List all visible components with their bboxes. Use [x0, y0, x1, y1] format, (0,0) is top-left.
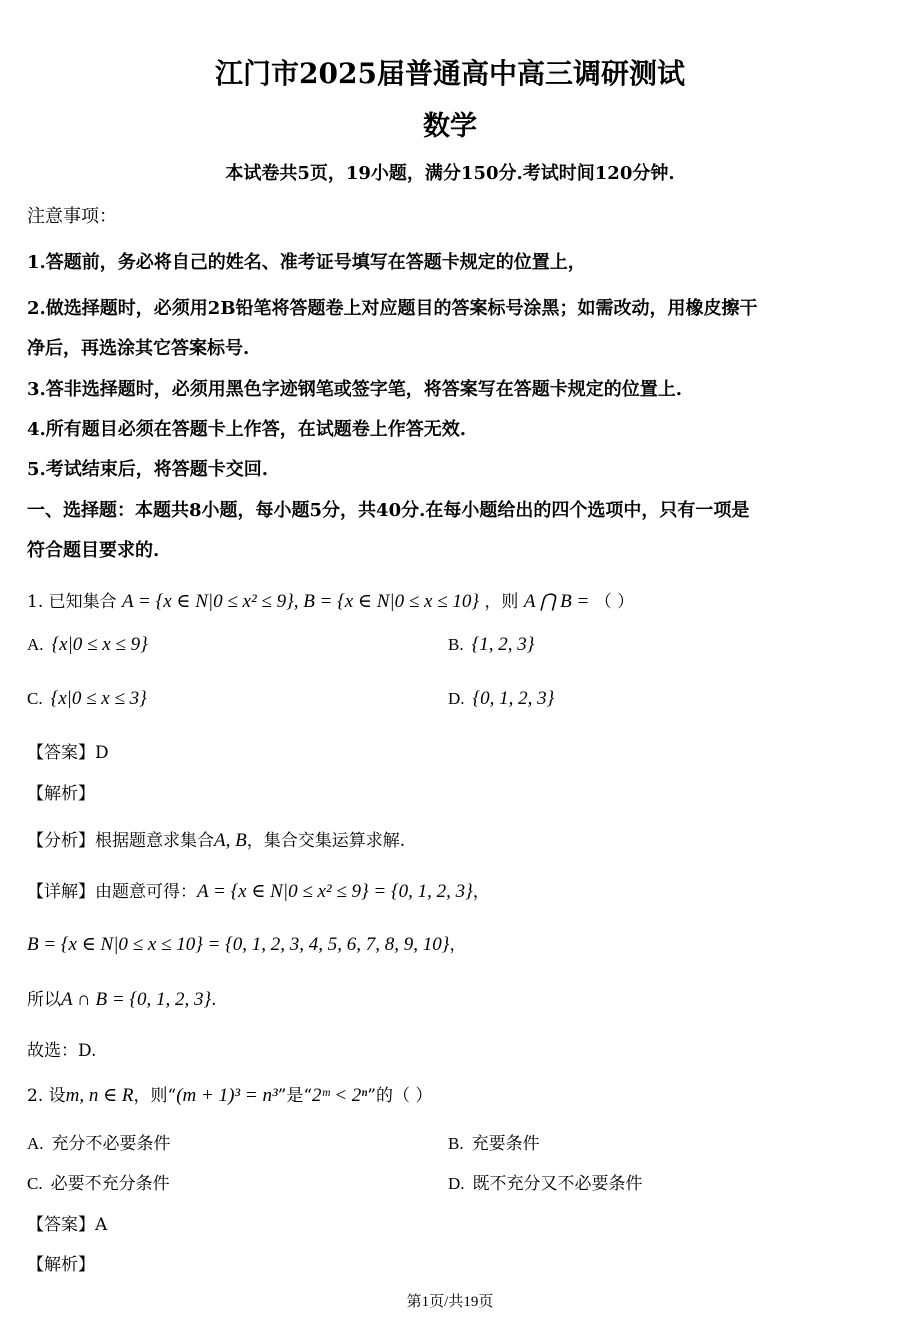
exam-title: 江门市2025届普通高中高三调研测试	[215, 57, 685, 90]
notice-heading: 注意事项：	[27, 206, 117, 227]
q1-option-a: A. {x|0 ≤ x ≤ 9}	[27, 634, 148, 655]
q2-option-a: A. 充分不必要条件	[27, 1134, 171, 1154]
q1-choose: 故选：D.	[27, 1041, 97, 1061]
q2-option-c: C. 必要不充分条件	[27, 1174, 170, 1194]
section-heading-cont: 符合题目要求的.	[27, 540, 160, 561]
q1-detail: 【详解】由题意可得：A = {x ∈ N|0 ≤ x² ≤ 9} = {0, 1, 2, 3}，	[27, 881, 490, 902]
q2-option-d: D. 既不充分又不必要条件	[448, 1174, 643, 1194]
q1-fenxi: 【分析】根据题意求集合A, B，集合交集运算求解.	[27, 830, 406, 851]
q1-option-b: B. {1, 2, 3}	[448, 634, 535, 655]
question-1	[27, 587, 634, 613]
notice-item-5: 5.考试结束后，将答题卡交回.	[27, 459, 269, 480]
notice-item-2: 2.做选择题时，必须用2B铅笔将答题卷上对应题目的答案标号涂黑；如需改动，用橡皮擦干	[27, 298, 758, 319]
q1-paren: （ ）	[594, 592, 635, 612]
notice-item-3: 3.答非选择题时，必须用黑色字迹钢笔或签字笔，将答案写在答题卡规定的位置上.	[27, 379, 683, 400]
q1-option-c: C. {x|0 ≤ x ≤ 3}	[27, 688, 147, 709]
page-footer: 第1页/共19页	[406, 1294, 494, 1310]
exam-subject: 数学	[423, 111, 477, 142]
q1-prefix: 1. 已知集合	[27, 592, 117, 612]
section-heading: 一、选择题：本题共8小题，每小题5分，共40分.在每小题给出的四个选项中，只有一项是	[27, 500, 750, 521]
q2-option-b: B. 充要条件	[448, 1134, 540, 1154]
notice-item-2-cont: 净后，再选涂其它答案标号.	[27, 338, 250, 359]
q1-answer: 【答案】D	[27, 743, 109, 763]
exam-info: 本试卷共5页，19小题，满分150分.考试时间120分钟.	[225, 163, 675, 184]
q1-conclusion: 所以A ∩ B = {0, 1, 2, 3}.	[27, 989, 217, 1010]
question-2: 2. 设m, n ∈ R，则“(m + 1)³ = n³”是“2ᵐ < 2ⁿ”的（ ）	[27, 1085, 433, 1106]
q1-ask: A ⋂ B =	[523, 591, 590, 612]
q1-mid: ，则	[484, 592, 519, 612]
q1-jiexi: 【解析】	[27, 784, 95, 804]
q2-jiexi: 【解析】	[27, 1255, 95, 1275]
q1-option-d: D. {0, 1, 2, 3}	[448, 688, 555, 709]
q1-set-b: B = {x ∈ N|0 ≤ x ≤ 10} = {0, 1, 2, 3, 4, 5, 6, 7, 8, 9, 10}，	[27, 934, 467, 955]
notice-item-4: 4.所有题目必须在答题卡上作答，在试题卷上作答无效.	[27, 419, 467, 440]
q1-sets: A = {x ∈ N|0 ≤ x² ≤ 9}, B = {x ∈ N|0 ≤ x ≤ 10}	[122, 591, 479, 612]
notice-item-1: 1.答题前，务必将自己的姓名、准考证号填写在答题卡规定的位置上，	[27, 252, 586, 273]
q2-answer: 【答案】A	[27, 1215, 108, 1235]
